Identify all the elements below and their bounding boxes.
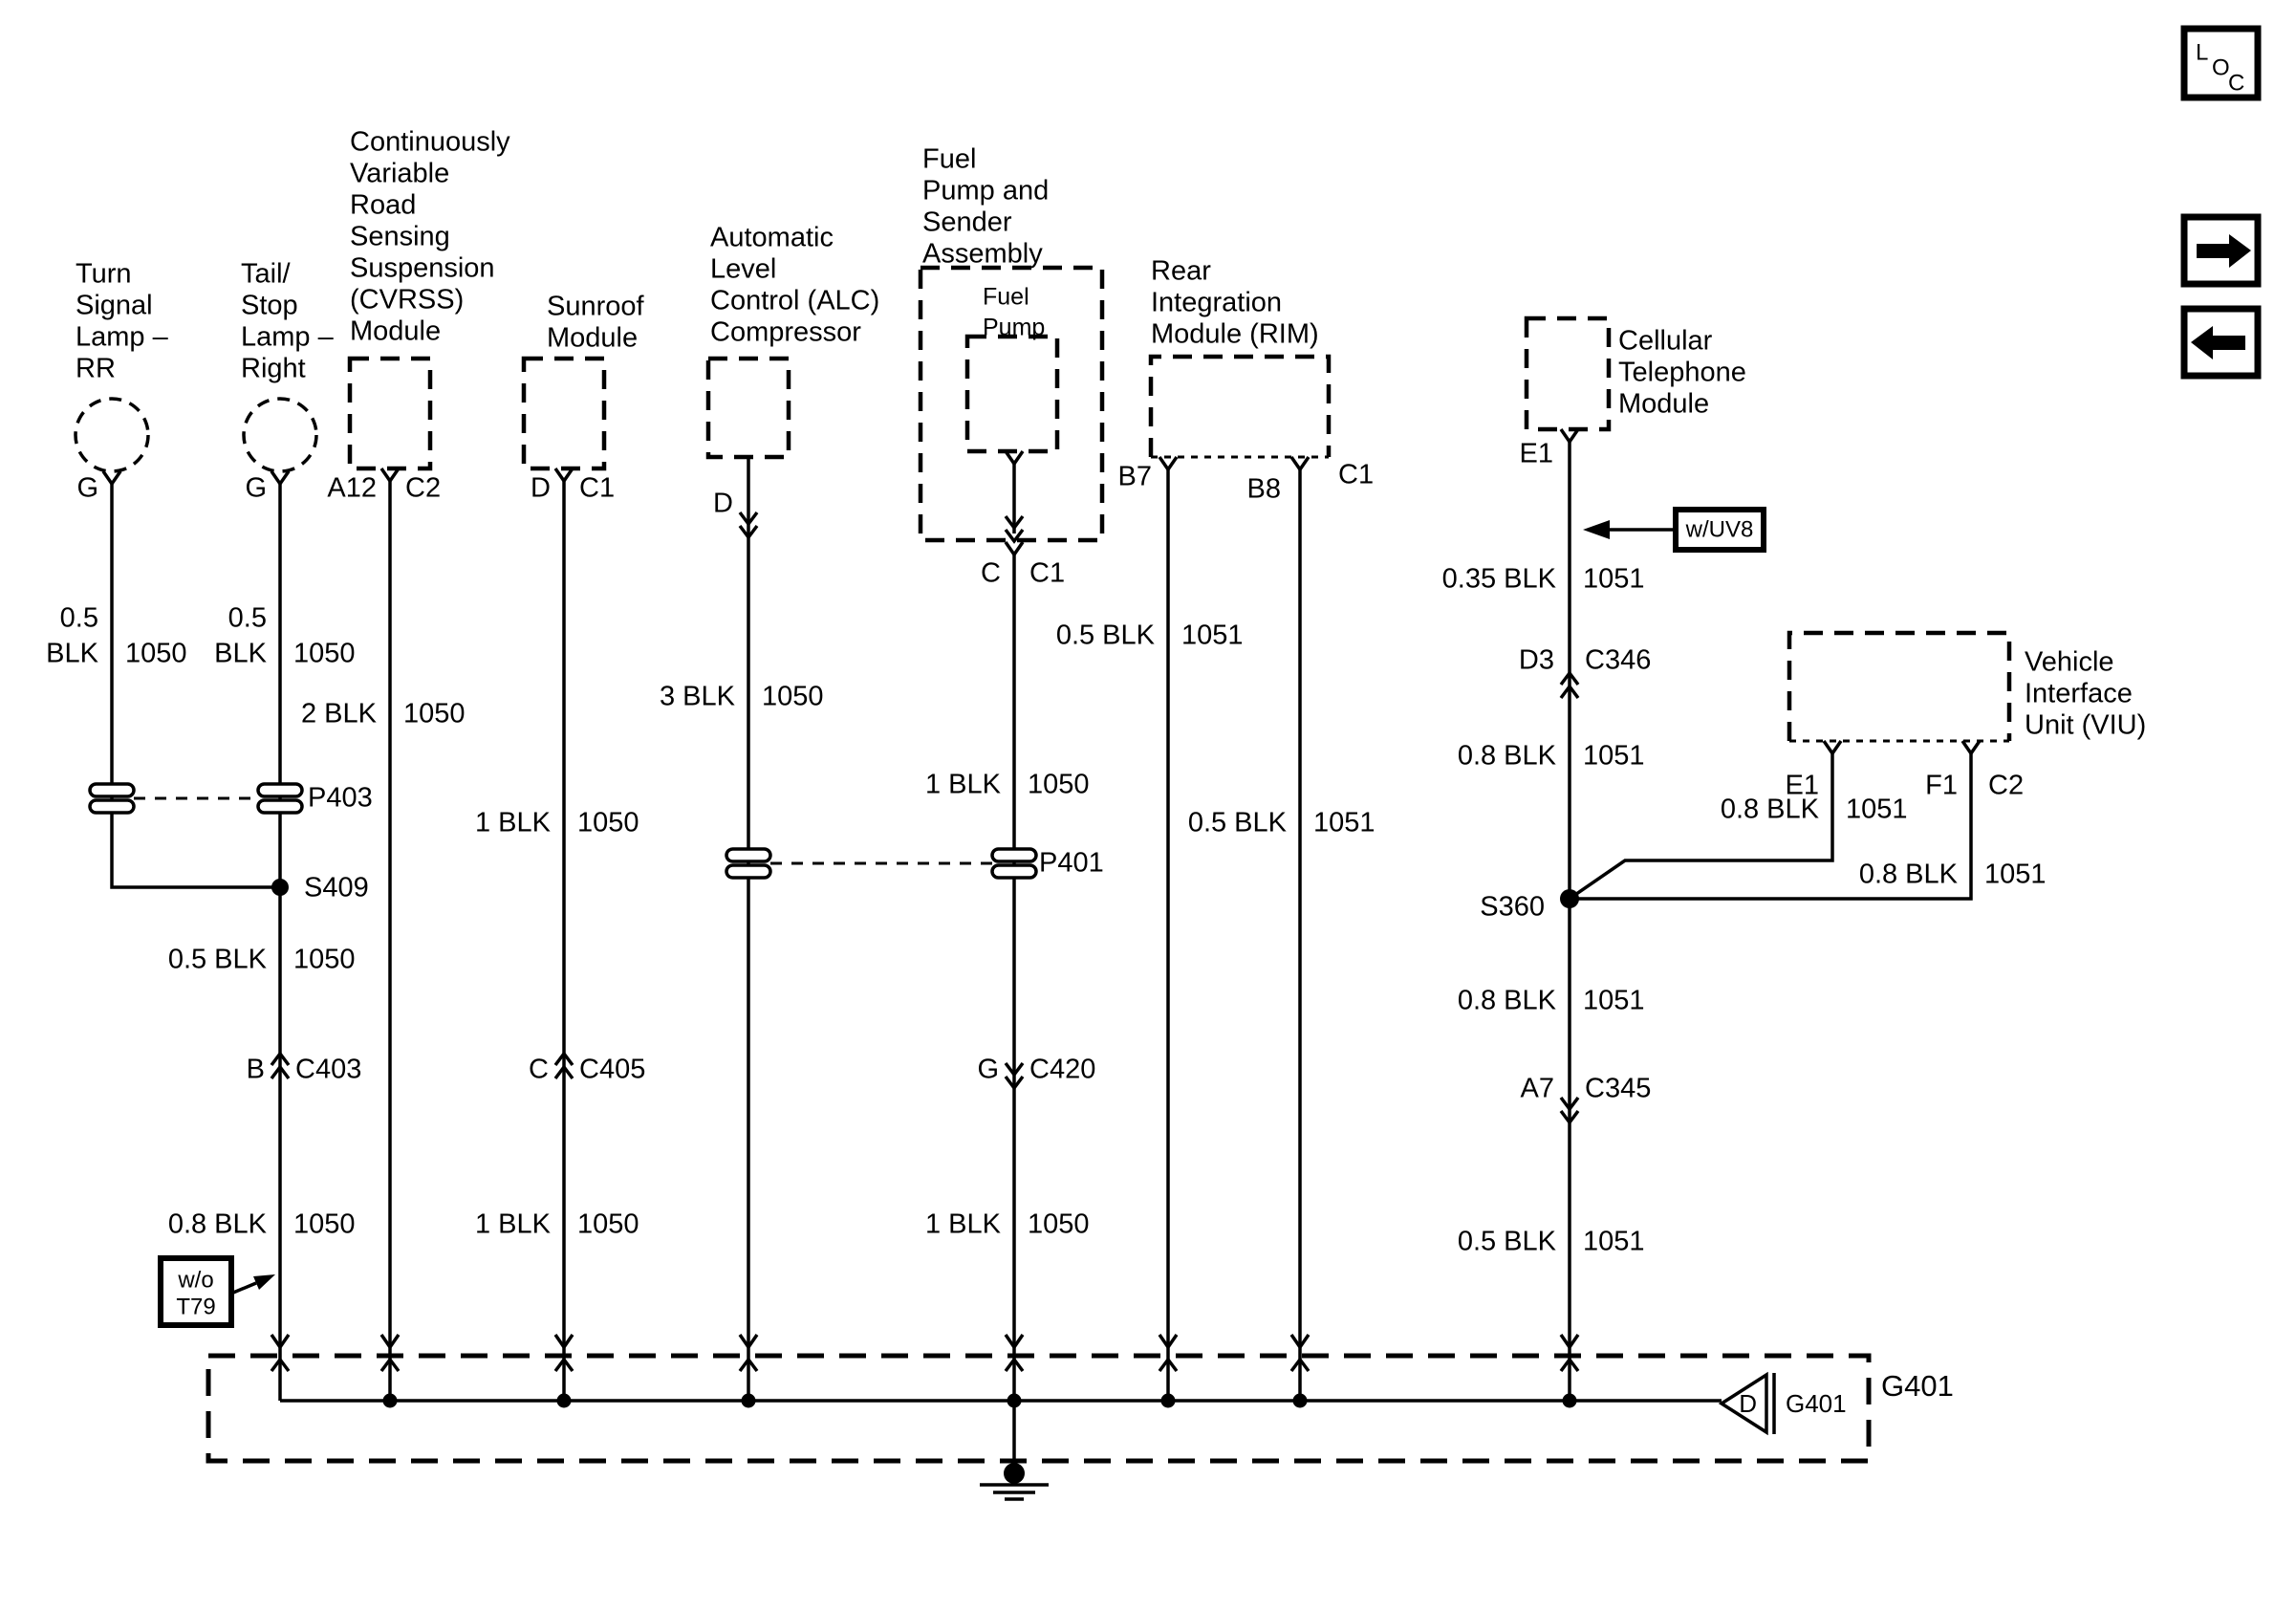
loc-letter-c: C [2228,70,2245,97]
cvrss-module-title: Suspension [350,252,495,284]
wire-tail-circuit: BLK [214,638,267,669]
s409-splice-dot [271,879,289,896]
turn-signal-lamp-title: RR [76,353,116,384]
pin-fuel-c: C [981,557,1001,589]
rim-title: Rear [1151,255,1211,287]
loc-letter-l: L [2196,39,2209,66]
next-page-button[interactable] [2184,217,2258,284]
wire-cell-3: 0.8 BLK [1457,985,1556,1016]
wire-cell-4: 0.5 BLK [1457,1226,1556,1257]
wire-cell-1: 1051 [1583,563,1645,595]
wire-fuel-low: 1 BLK [925,1208,1001,1240]
rim-module-box [1151,357,1329,457]
rim-title: Module (RIM) [1151,318,1319,350]
wire-fuel-low: 1050 [1028,1208,1090,1240]
cvrss-module-title: Sensing [350,221,450,252]
turn-signal-lamp-title: Turn [76,258,132,290]
wire-alc: 1050 [762,681,824,712]
splice-p403: P403 [308,782,373,814]
viu-title: Vehicle [2025,646,2114,678]
viu-title: Interface [2025,678,2133,709]
splice-s360: S360 [1480,891,1545,923]
pin-sunroof-c1: C1 [579,472,616,504]
pin-viu-f1: F1 [1925,770,1958,801]
alc-compressor-title: Control (ALC) [710,285,880,316]
pin-y-connector-icon [1159,457,1177,469]
wire-cell-4: 1051 [1583,1226,1645,1257]
wire-cell-1: 0.35 BLK [1441,563,1556,595]
previous-page-button[interactable] [2184,309,2258,376]
pin-turn-g: G [76,472,98,504]
wire-viu-f1: 1051 [1984,859,2047,890]
cellular-module-title: Cellular [1618,325,1713,357]
pin-cvrss-c2: C2 [405,472,442,504]
tail-stop-lamp-title: Stop [241,290,298,321]
loc-button[interactable] [2184,29,2258,98]
cvrss-module-title: Variable [350,158,450,189]
g401-triangle-letter: D [1739,1388,1757,1418]
pin-cell-e1: E1 [1519,438,1553,469]
wire-tail-circuit: 1050 [293,638,356,669]
wire-tail-2: 0.5 BLK [167,944,267,975]
g401-triangle-label: G401 [1786,1388,1847,1418]
wire-turn-circuit: 1050 [125,638,187,669]
tail-stop-lamp-symbol [244,399,316,471]
bus-junction-dot [1293,1394,1308,1408]
cellular-module-title: Module [1618,388,1710,420]
cellular-module-title: Telephone [1618,357,1746,388]
alc-compressor-title: Automatic [710,222,834,253]
sunroof-module-title: Sunroof [547,291,644,322]
wire-tail-gauge: 0.5 [227,602,267,634]
wire-sunroof-up: 1050 [577,807,639,838]
wire-cell-2: 0.8 BLK [1457,740,1556,772]
tail-stop-lamp-title: Tail/ [241,258,291,290]
g401-box-label: G401 [1881,1369,1954,1404]
wire-cell-2: 1051 [1583,740,1645,772]
cvrss-module-title: Road [350,189,417,221]
viu-title: Unit (VIU) [2025,709,2147,741]
pin-rim-c1: C1 [1338,459,1375,490]
turn-signal-lamp-symbol [76,399,148,471]
conn-c405: C405 [579,1054,646,1085]
cellular-module-box [1527,318,1609,429]
wire-alc: 3 BLK [660,681,735,712]
turn-signal-lamp-title: Lamp – [76,321,168,353]
pin-tail-g: G [245,472,267,504]
pin-y-connector-icon [1291,457,1309,469]
wire-cell-3: 1051 [1583,985,1645,1016]
wo-t79-line2: T79 [176,1294,216,1320]
sunroof-module-title: Module [547,322,639,354]
pin-fuel-c1: C1 [1029,557,1066,589]
conn-c403: C403 [295,1054,362,1085]
pin-y-connector-icon [1962,741,1980,753]
wire-turn-signal-ground [112,484,280,887]
cvrss-module-title: Module [350,316,442,347]
cvrss-module-box [350,359,430,468]
pin-y-connector-icon [103,471,120,484]
alc-compressor-title: Compressor [710,316,861,348]
s360-splice-dot [1560,889,1579,908]
wire-turn-circuit: BLK [46,638,98,669]
wire-rim-b7: 0.5 BLK [1055,620,1155,651]
w-uv8-label: w/UV8 [1685,516,1754,543]
fuel-pump-box [967,337,1057,451]
wire-sunroof-low: 1 BLK [475,1208,551,1240]
alc-compressor-title: Level [710,253,777,285]
pin-viu-e1: E1 [1785,770,1819,801]
wire-sunroof-up: 1 BLK [475,807,551,838]
conn-c420: C420 [1029,1054,1096,1085]
conn-c403: B [246,1054,265,1085]
splice-s409: S409 [304,872,369,903]
conn-c345: A7 [1520,1073,1554,1104]
wire-cvrss: 2 BLK [301,698,377,729]
pin-rim-b8: B8 [1246,473,1281,505]
bus-junction-dot [742,1394,756,1408]
rim-title: Integration [1151,287,1283,318]
bus-junction-dot [1007,1394,1022,1408]
wire-fuel-up: 1 BLK [925,769,1001,800]
splice-p401: P401 [1039,847,1104,879]
fuel-pump-title: Pump [983,314,1046,341]
g401-triangle-callout [1722,1373,1847,1434]
fuel-assembly-title: Pump and [922,175,1050,207]
g401-ground-symbol [980,1463,1049,1499]
wire-turn-gauge: 0.5 [59,602,98,634]
wire-viu-e1: 0.8 BLK [1720,794,1819,825]
fuel-pump-title: Fuel [983,283,1029,311]
tail-stop-lamp-title: Lamp – [241,321,334,353]
wire-rim-b8: 1051 [1313,807,1375,838]
conn-c405: C [529,1054,549,1085]
wire-sunroof-low: 1050 [577,1208,639,1240]
wire-cvrss: 1050 [403,698,466,729]
wo-t79-note [161,1258,275,1325]
conn-c346: D3 [1518,644,1554,676]
wire-rim-b7: 1051 [1181,620,1244,651]
bus-junction-dot [1563,1394,1577,1408]
pin-y-connector-icon [1824,741,1841,753]
w-uv8-arrow [1583,520,1610,539]
g401-harness-box [208,1356,1869,1461]
conn-c346: C346 [1585,644,1652,676]
wire-fuel-up: 1050 [1028,769,1090,800]
w-uv8-note [1583,510,1764,550]
conn-c420: G [977,1054,999,1085]
wire-tail-3: 1050 [293,1208,356,1240]
pin-sunroof-d: D [531,472,551,504]
bus-junction-dot [1161,1394,1176,1408]
conn-alc-d: D [713,488,733,519]
alc-compressor-box [708,359,789,457]
right-arrow-icon [2197,244,2229,258]
wo-t79-line1: w/o [178,1267,214,1294]
wire-viu-f1: 0.8 BLK [1858,859,1958,890]
cvrss-module-title: (CVRSS) [350,284,465,316]
viu-box [1789,633,2009,741]
tail-stop-lamp-title: Right [241,353,306,384]
wire-tail-3: 0.8 BLK [167,1208,267,1240]
fuel-assembly-title: Assembly [922,238,1043,270]
wire-tail-2: 1050 [293,944,356,975]
bus-junction-dot [383,1394,398,1408]
sunroof-module-box [524,359,604,468]
wire-rim-b8: 0.5 BLK [1187,807,1287,838]
wire-viu-e1: 1051 [1846,794,1908,825]
pin-viu-c2: C2 [1988,770,2025,801]
pin-y-connector-icon [271,471,289,484]
turn-signal-lamp-title: Signal [76,290,153,321]
bus-junction-dot [557,1394,572,1408]
loc-letter-o: O [2212,54,2230,81]
fuel-assembly-title: Sender [922,207,1012,238]
pin-y-connector-icon [1006,542,1023,555]
cvrss-module-title: Continuously [350,126,510,158]
pin-rim-b7: B7 [1117,461,1152,492]
left-arrow-icon [2213,336,2245,350]
fuel-assembly-title: Fuel [922,143,977,175]
wo-t79-arrow [253,1274,275,1290]
conn-c345: C345 [1585,1073,1652,1104]
pin-cvrss-a12: A12 [327,472,377,504]
